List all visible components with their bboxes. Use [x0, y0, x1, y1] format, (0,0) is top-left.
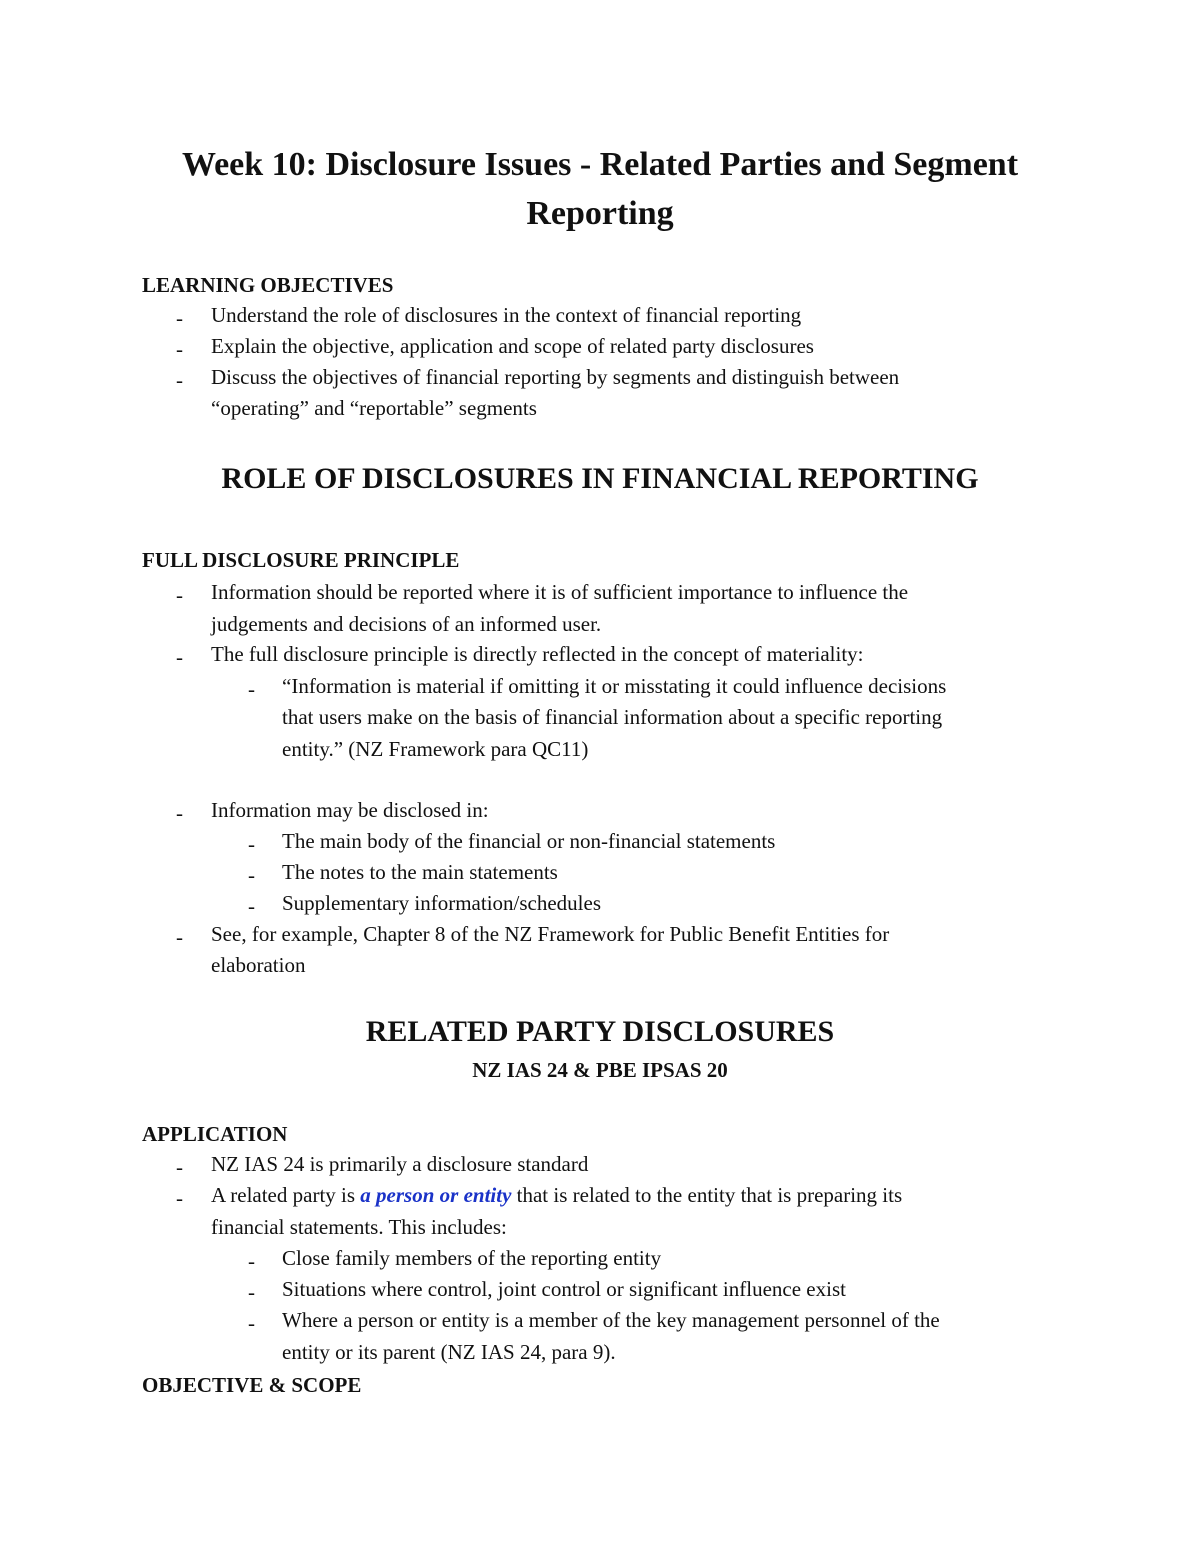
- full-disclosure-item-1-line-1: Information should be reported where it is of sufficient importance to influence the: [211, 580, 909, 604]
- related-party-example-2: Situations where control, joint control or significant influence exist: [282, 1277, 846, 1301]
- related-party-heading: RELATED PARTY DISCLOSURES: [365, 1015, 835, 1048]
- disclosure-location-2: The notes to the main statements: [282, 860, 558, 884]
- bullet-dash: -: [176, 801, 183, 825]
- full-disclosure-item-1-line-2: judgements and decisions of an informed user.: [211, 612, 602, 636]
- bullet-dash: -: [248, 1280, 255, 1304]
- bullet-dash: -: [248, 1311, 255, 1335]
- application-item-2-text-after: that is related to the entity that is preparing its: [511, 1183, 903, 1207]
- bullet-dash: -: [248, 1249, 255, 1273]
- learning-objective-1: Understand the role of disclosures in the context of financial reporting: [211, 303, 802, 327]
- bullet-dash: -: [176, 368, 183, 392]
- full-disclosure-item-3: Information may be disclosed in:: [211, 798, 489, 822]
- learning-objectives-heading: LEARNING OBJECTIVES: [142, 273, 394, 297]
- learning-objective-3-line-2: “operating” and “reportable” segments: [211, 396, 537, 420]
- related-party-definition-emphasis: a person or entity: [360, 1183, 512, 1207]
- page-title-line-2: Reporting: [526, 195, 674, 232]
- bullet-dash: -: [248, 832, 255, 856]
- related-party-example-3-line-2: entity or its parent (NZ IAS 24, para 9).: [282, 1340, 616, 1364]
- related-party-example-1: Close family members of the reporting entity: [282, 1246, 662, 1270]
- materiality-quote-line-2: that users make on the basis of financial information about a specific reporting: [282, 705, 943, 729]
- full-disclosure-item-4-line-1: See, for example, Chapter 8 of the NZ Framework for Public Benefit Entities for: [211, 922, 890, 946]
- related-party-example-3-line-1: Where a person or entity is a member of the key management personnel of the: [282, 1308, 940, 1332]
- disclosure-location-3: Supplementary information/schedules: [282, 891, 602, 915]
- application-item-2-text-before: A related party is: [211, 1183, 361, 1207]
- bullet-dash: -: [248, 677, 255, 701]
- bullet-dash: -: [176, 337, 183, 361]
- full-disclosure-item-4-line-2: elaboration: [211, 953, 306, 977]
- related-party-standards: NZ IAS 24 & PBE IPSAS 20: [472, 1058, 728, 1082]
- full-disclosure-heading: FULL DISCLOSURE PRINCIPLE: [142, 548, 460, 572]
- bullet-dash: -: [176, 583, 183, 607]
- learning-objective-2: Explain the objective, application and scope of related party disclosures: [211, 334, 814, 358]
- role-of-disclosures-heading: ROLE OF DISCLOSURES IN FINANCIAL REPORTING: [221, 462, 979, 495]
- materiality-quote-line-1: “Information is material if omitting it or misstating it could influence decisions: [282, 674, 947, 698]
- application-item-2-line-1: [211, 1180, 902, 1211]
- learning-objective-3-line-1: Discuss the objectives of financial reporting by segments and distinguish between: [211, 365, 900, 389]
- bullet-dash: -: [176, 645, 183, 669]
- bullet-dash: -: [176, 1155, 183, 1179]
- disclosure-location-1: The main body of the financial or non-financial statements: [282, 829, 776, 853]
- application-item-1: NZ IAS 24 is primarily a disclosure standard: [211, 1152, 589, 1176]
- bullet-dash: -: [176, 925, 183, 949]
- bullet-dash: -: [176, 1186, 183, 1210]
- materiality-quote-line-3: entity.” (NZ Framework para QC11): [282, 737, 589, 761]
- application-item-2-line-2: financial statements. This includes:: [211, 1215, 507, 1239]
- objective-scope-heading: OBJECTIVE & SCOPE: [142, 1373, 362, 1397]
- application-heading: APPLICATION: [142, 1122, 288, 1146]
- full-disclosure-item-2: The full disclosure principle is directly reflected in the concept of materiality:: [211, 642, 864, 666]
- bullet-dash: -: [248, 863, 255, 887]
- bullet-dash: -: [176, 306, 183, 330]
- page-title-line-1: Week 10: Disclosure Issues - Related Parties and Segment: [181, 146, 1019, 183]
- bullet-dash: -: [248, 894, 255, 918]
